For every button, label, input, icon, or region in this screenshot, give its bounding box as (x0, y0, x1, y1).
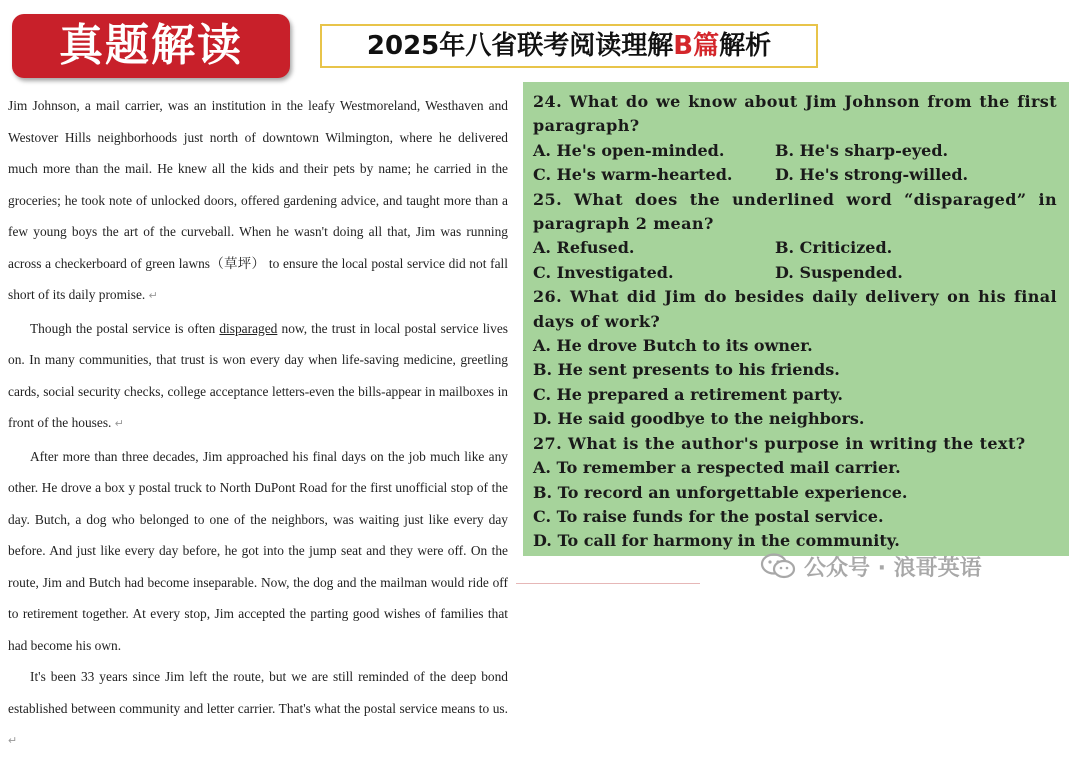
option-27c: C. To raise funds for the postal service. (533, 506, 884, 526)
option-24d: D. He's strong-willed. (775, 165, 969, 185)
option-26b: B. He sent presents to his friends. (533, 360, 840, 380)
options-row (533, 236, 1057, 260)
option-26a: A. He drove Butch to its owner. (533, 336, 813, 356)
option-26d: D. He said goodbye to the neighbors. (533, 409, 865, 429)
question-26: 26. What did Jim do besides daily delivery on his final days of work? (533, 287, 1057, 331)
return-mark: ↵ (148, 290, 158, 302)
option-27b: B. To record an unforgettable experience. (533, 482, 908, 502)
reading-passage (8, 90, 508, 747)
section-badge: 真题解读 (12, 14, 290, 78)
option-25c: C. Investigated. (533, 262, 674, 282)
option-27a: A. To remember a respected mail carrier. (533, 458, 901, 478)
passage-paragraph-3: After more than three decades, Jim approached his final days on the job much like any other. He drove a box y postal truck to North DuPont Road for the first unofficial stop of the day. Butch, a dog who belonged to one of the neighbors, was waiting just like every day before. And just like every day before, he got into the jump seat and they were off. On the route, Jim and Butch had become inseparable. Now, the dog and the mailman would ride off to retirement together. At every stop, Jim accepted the parting good wishes of families that had become his own. (8, 448, 508, 653)
option-26c: C. He prepared a retirement party. (533, 384, 843, 404)
watermark (760, 552, 982, 580)
questions-panel (523, 82, 1069, 556)
divider (516, 583, 700, 584)
title-suffix: 解析 (719, 31, 772, 61)
passage-paragraph-4: It's been 33 years since Jim left the route, but we are still reminded of the deep bond established between community and letter carrier. That's what the postal service means to us. ↵ (8, 669, 508, 747)
question-24: 24. What do we know about Jim Johnson from the first paragraph? (533, 92, 1057, 136)
option-25d: D. Suspended. (775, 262, 903, 282)
return-mark: ↵ (114, 418, 124, 430)
option-24b: B. He's sharp-eyed. (775, 140, 949, 160)
option-27d: D. To call for harmony in the community. (533, 531, 900, 551)
passage-paragraph-1: Jim Johnson, a mail carrier, was an institution in the leafy Westmoreland, Westhaven and Westover Hills neighborhoods just north of downtown Wilmington, where he delivered much more than the mail. He knew all the kids and their pets by name; he carried in the groceries; he took note of unlocked doors, offered gardening advice, and taught more than a few young boys the art of the curveball. When he wasn't doing all that, Jim was running across a checkerboard of green lawns（草坪） to ensure the local postal service did not fall short of its daily promise. ↵ (8, 98, 508, 302)
title-highlight: B篇 (673, 31, 720, 61)
options-row (533, 139, 1057, 163)
passage-paragraph-2: Though the postal service is often disparaged now, the trust in local postal service lives on. In many communities, that trust is won every day when life-saving medicine, greetling cards, social security checks, college acceptance letters-even the bills-appear in mailboxes in front of the houses. ↵ (8, 320, 508, 430)
option-25b: B. Criticized. (775, 238, 893, 258)
option-24c: C. He's warm-hearted. (533, 165, 733, 185)
underlined-word: disparaged (219, 320, 278, 336)
options-row (533, 261, 1057, 285)
question-27: 27. What is the author's purpose in writing the text? (533, 433, 1026, 453)
wechat-icon (760, 553, 796, 579)
options-row (533, 163, 1057, 187)
return-mark: ↵ (8, 735, 18, 747)
option-24a: A. He's open-minded. (533, 140, 725, 160)
option-25a: A. Refused. (533, 238, 635, 258)
page-title (320, 24, 818, 68)
watermark-text: 公众号 · 浪哥英语 (804, 555, 982, 581)
question-25: 25. What does the underlined word “disparaged” in paragraph 2 mean? (533, 189, 1057, 234)
title-text: 2025年八省联考阅读理解 (366, 31, 674, 61)
